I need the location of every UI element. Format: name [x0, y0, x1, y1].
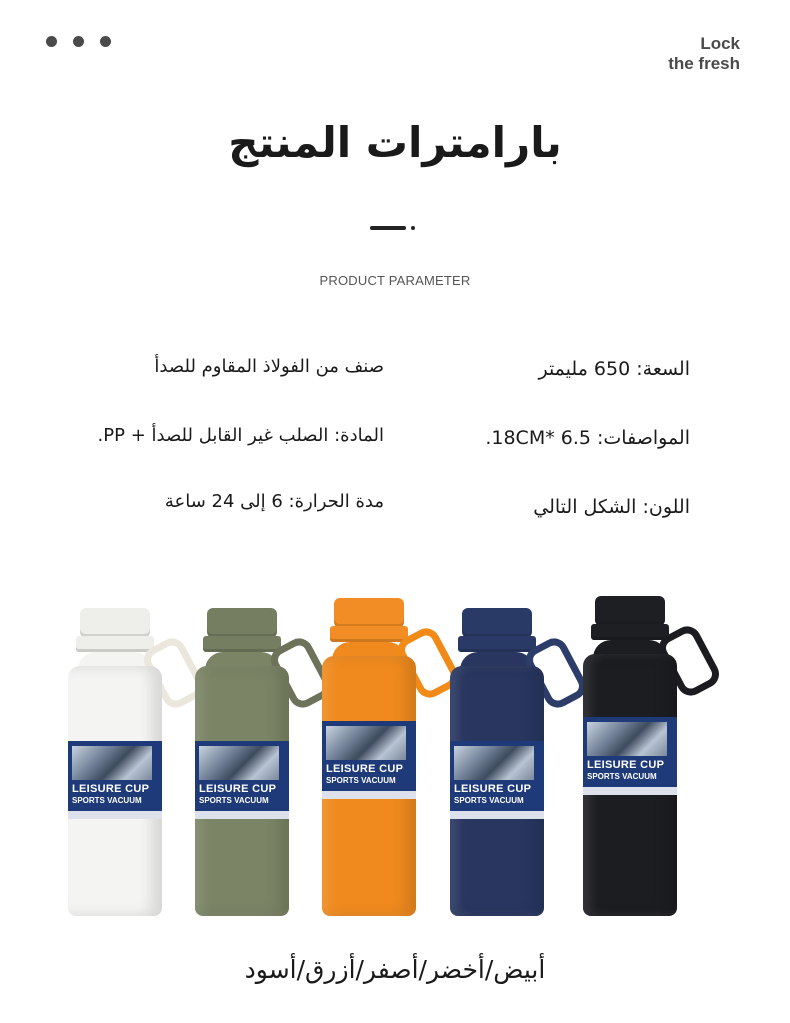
bottle-label — [450, 741, 544, 819]
bottle-black — [583, 596, 733, 926]
dot — [73, 36, 84, 47]
label-photo — [72, 746, 152, 780]
page-subtitle: PRODUCT PARAMETER — [319, 273, 471, 288]
label-photo — [454, 746, 534, 780]
param-capacity: السعة: 650 مليمتر — [538, 358, 690, 380]
param-specs: المواصفات: 6.5 *18CM. — [485, 427, 690, 449]
label-line-1: LEISURE CUP — [326, 763, 404, 775]
dot — [100, 36, 111, 47]
bottle-cap-ring — [458, 636, 536, 652]
bottle-label — [68, 741, 162, 819]
colors-caption: أبيض/أخضر/أصفر/أزرق/أسود — [244, 955, 546, 984]
label-line-2: SPORTS VACUUM — [72, 796, 142, 805]
bottle-cap — [334, 598, 404, 628]
label-line-2: SPORTS VACUUM — [199, 796, 269, 805]
param-heat-duration: مدة الحرارة: 6 إلى 24 ساعة — [164, 491, 384, 512]
bottle-cap-ring — [591, 624, 669, 640]
bottle-label — [195, 741, 289, 819]
bottle-label — [322, 721, 416, 799]
bottle-cap-ring — [203, 636, 281, 652]
param-category: صنف من الفولاذ المقاوم للصدأ — [154, 356, 384, 377]
brand-line-1: Lock — [700, 34, 740, 53]
bottle-cap-ring — [76, 636, 154, 652]
label-stripe — [195, 811, 289, 819]
bottle-cap — [595, 596, 665, 626]
bottle-cap — [207, 608, 277, 638]
title-divider-dot — [411, 226, 415, 230]
label-line-1: LEISURE CUP — [199, 783, 277, 795]
dot — [46, 36, 57, 47]
param-color: اللون: الشكل التالي — [533, 496, 690, 518]
param-material: المادة: الصلب غير القابل للصدأ + PP. — [97, 425, 384, 446]
brand-tagline — [668, 34, 740, 74]
bottle-blue — [450, 596, 600, 926]
product-bottles-image — [0, 596, 790, 926]
bottle-cap — [80, 608, 150, 638]
title-divider — [370, 226, 406, 230]
bottle-cap — [462, 608, 532, 638]
label-stripe — [450, 811, 544, 819]
label-line-2: SPORTS VACUUM — [454, 796, 524, 805]
label-photo — [326, 726, 406, 760]
label-line-1: LEISURE CUP — [587, 759, 665, 771]
bottle-label — [583, 717, 677, 795]
bottle-cap-ring — [330, 626, 408, 642]
label-stripe — [68, 811, 162, 819]
label-photo — [199, 746, 279, 780]
label-line-1: LEISURE CUP — [454, 783, 532, 795]
label-stripe — [322, 791, 416, 799]
brand-line-2: the fresh — [668, 54, 740, 73]
label-line-2: SPORTS VACUUM — [587, 772, 657, 781]
label-stripe — [583, 787, 677, 795]
page-title: بارامترات المنتج — [228, 118, 562, 167]
label-photo — [587, 722, 667, 756]
more-dots-icon[interactable] — [46, 36, 111, 47]
label-line-2: SPORTS VACUUM — [326, 776, 396, 785]
label-line-1: LEISURE CUP — [72, 783, 150, 795]
